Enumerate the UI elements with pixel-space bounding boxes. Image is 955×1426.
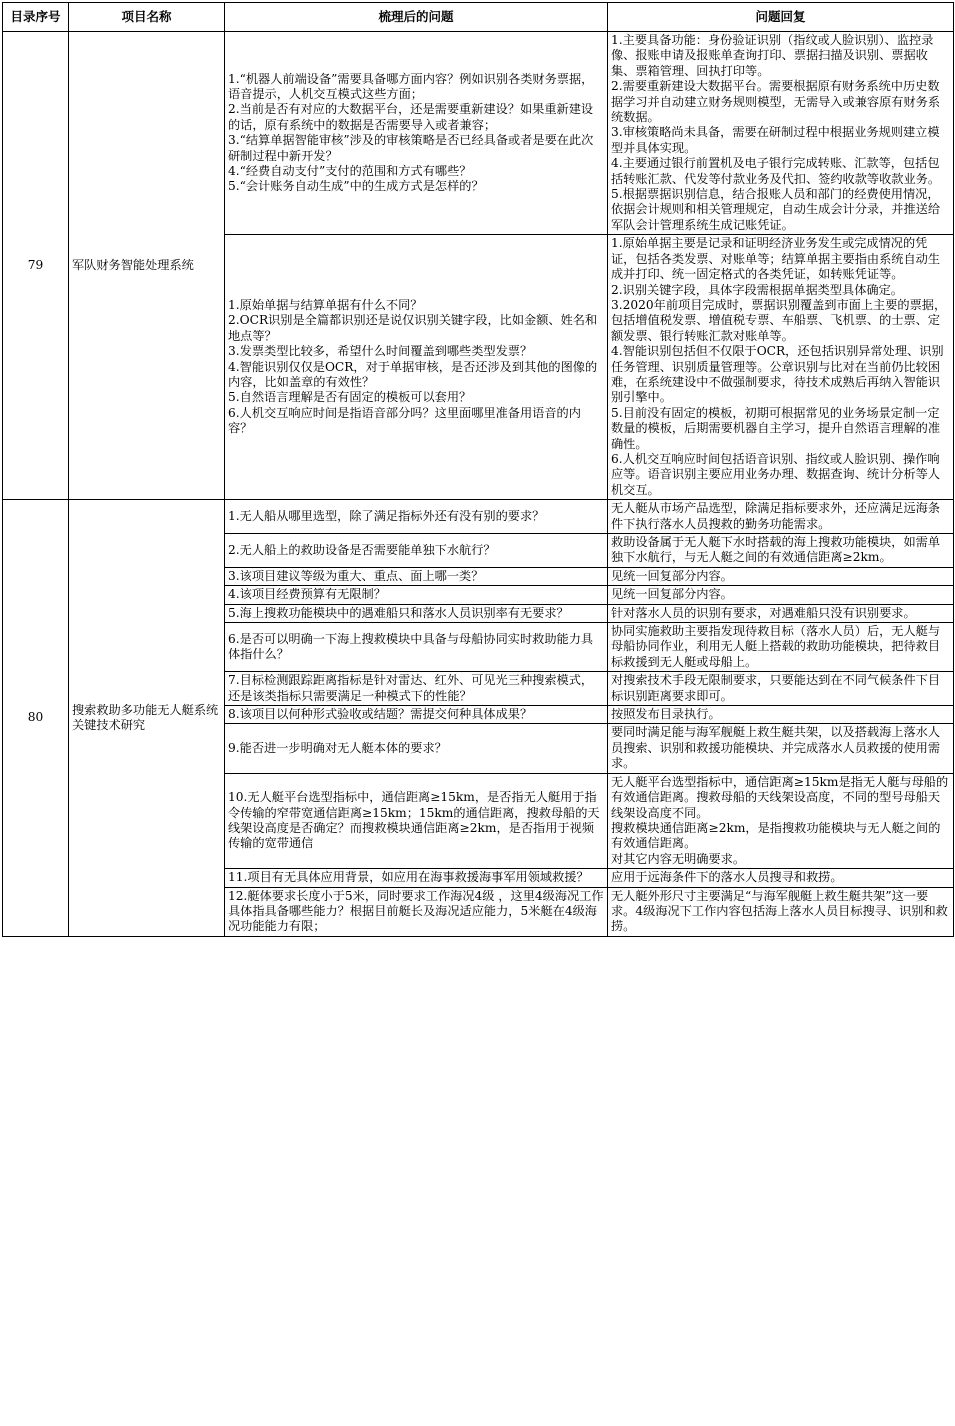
catalog-number: 79	[3, 32, 69, 500]
reply-line: 2.识别关键字段，具体字段需根据单据类型具体确定。	[611, 282, 903, 297]
question-line: 8.该项目以何种形式验收或结题？需提交何种具体成果？	[228, 707, 533, 722]
reply-cell	[608, 706, 954, 724]
reply-cell	[608, 623, 954, 672]
project-name: 军队财务智能处理系统	[69, 32, 225, 500]
reply-line: 针对落水人员的识别有要求，对遇难船只没有识别要求。	[611, 605, 916, 620]
question-cell	[225, 869, 608, 887]
header-project-name: 项目名称	[69, 3, 225, 32]
reply-line: 3.审核策略尚未具备，需要在研制过程中根据业务规则建立模型并具体实现。	[611, 125, 940, 155]
header-reply: 问题回复	[608, 3, 954, 32]
question-cell	[225, 623, 608, 672]
question-line: 1.原始单据与结算单据有什么不同？	[228, 297, 423, 312]
reply-cell	[608, 604, 954, 622]
reply-cell	[608, 869, 954, 887]
reply-line: 搜救模块通信距离≥2km，是指搜救功能模块与无人艇之间的有效通信距离。	[611, 820, 941, 851]
reply-line: 1.主要具备功能：身份验证识别（指纹或人脸识别）、监控录像、报账申请及报账单查询打印、票据扫描及识别、票据收集、票箱管理、回执打印等。	[611, 33, 934, 78]
question-line: 6.人机交互响应时间是指语音部分吗？这里面哪里准备用语音的内容？	[228, 405, 581, 436]
question-cell	[225, 567, 608, 585]
issue-table	[2, 2, 954, 937]
question-line: 5.海上搜救功能模块中的遇难船只和落水人员识别率有无要求？	[228, 605, 569, 620]
reply-line: 1.原始单据主要是记录和证明经济业务发生或完成情况的凭证，包括各类发票、对账单等；结算单据主要指由系统自动生成并打印、统一固定格式的各类凭证，如转账凭证等。	[611, 236, 941, 282]
reply-line: 无人艇从市场产品选型，除满足指标要求外，还应满足远海条件下执行落水人员搜救的勤务功能需求。	[611, 501, 941, 531]
catalog-number: 80	[3, 500, 69, 937]
reply-line: 对搜索技术手段无限制要求，只要能达到在不同气候条件下目标识别距离要求即可。	[611, 673, 941, 703]
question-line: 3.“结算单据智能审核”涉及的审核策略是否已经具备或者是要在此次研制过程中新开发？	[228, 133, 594, 163]
question-line: 12.艇体要求长度小于5米，同时要求工作海况4级 ，这里4级海况工作具体指具备哪些能力？根据目前艇长及海况适应能力，5米艇在4级海况功能能力有限；	[228, 888, 604, 934]
question-line: 7.目标检测跟踪距离指标是针对雷达、红外、可见光三种搜索模式，还是该类指标只需要满足一种模式下的性能？	[228, 673, 594, 703]
reply-cell	[608, 672, 954, 706]
reply-line: 4.智能识别包括但不仅限于OCR，还包括识别异常处理、识别任务管理、识别质量管理等。公章识别与比对在当前仍比较困难，在系统建设中不做强制要求，待技术成熟后再纳入智能识别引擎中。	[611, 344, 944, 405]
question-line: 4.智能识别仅仅是OCR，对于单据审核，是否还涉及到其他的图像的内容，比如盖章的有效性？	[228, 359, 598, 389]
question-cell	[225, 724, 608, 773]
question-line: 3.该项目建议等级为重大、重点、面上哪一类？	[228, 568, 484, 583]
reply-cell	[608, 567, 954, 585]
question-line: 4.“经费自动支付”支付的范围和方式有哪些？	[228, 163, 472, 178]
reply-line: 协同实施救助主要指发现待救目标（落水人员）后，无人艇与母船协同作业，利用无人艇上搭载的救助功能模块，把待救目标救援到无人艇或母船上。	[611, 624, 941, 669]
header-index: 目录序号	[3, 3, 69, 32]
question-line: 5.“会计账务自动生成”中的生成方式是怎样的？	[228, 179, 484, 194]
question-cell	[225, 706, 608, 724]
reply-cell	[608, 773, 954, 868]
table-body	[3, 32, 954, 937]
question-line: 10.无人艇平台选型指标中，通信距离≥15km，是否指无人艇用于指令传输的窄带宽通信距离≥15km；15km的通信距离，搜救母船的天线架设高度是否确定？而搜救模块通信距离≥2km，是否指用于视频传输的宽带通信	[228, 790, 600, 851]
project-name: 搜索救助多功能无人艇系统关键技术研究	[69, 500, 225, 937]
reply-line: 见统一回复部分内容。	[611, 587, 733, 602]
reply-line: 应用于远海条件下的落水人员搜寻和救捞。	[611, 870, 843, 885]
reply-cell	[608, 32, 954, 235]
reply-cell	[608, 724, 954, 773]
question-cell	[225, 32, 608, 235]
table-row	[3, 32, 954, 235]
reply-cell	[608, 235, 954, 500]
reply-line: 5.目前没有固定的模板，初期可根据常见的业务场景定制一定数量的模板，后期需要机器自主学习，提升自然语言理解的准确性。	[611, 405, 941, 451]
reply-line: 3.2020年前项目完成时，票据识别覆盖到市面上主要的票据，包括增值税发票、增值税专票、车船票、飞机票、的士票、定额发票、银行转账汇款对账单等。	[611, 297, 947, 343]
question-line: 3.发票类型比较多，希望什么时间覆盖到哪些类型发票？	[228, 344, 533, 359]
reply-line: 无人艇平台选型指标中，通信距离≥15km是指无人艇与母船的有效通信距离。搜救母船的天线架设高度，不同的型号母船天线架设高度不同。	[611, 774, 949, 820]
question-cell	[225, 604, 608, 622]
question-line: 1.“机器人前端设备”需要具备哪方面内容？例如识别各类财务票据，语音提示，人机交互模式这些方面；	[228, 71, 594, 101]
reply-line: 无人艇外形尺寸主要满足“与海军舰艇上救生艇共架”这一要求。4级海况下工作内容包括海上落水人员目标搜寻、识别和救捞。	[611, 888, 948, 934]
reply-line: 4.主要通过银行前置机及电子银行完成转账、汇款等，包括包括转账汇款、代发等付款业务及代扣、签约收款等收款业务。	[611, 156, 941, 186]
reply-cell	[608, 586, 954, 604]
question-cell	[225, 773, 608, 868]
reply-line: 5.根据票据识别信息，结合报账人员和部门的经费使用情况，依据会计规则和相关管理规定，自动生成会计分录，并推送给军队会计管理系统生成记账凭证。	[611, 187, 941, 232]
question-cell	[225, 586, 608, 604]
question-cell	[225, 672, 608, 706]
reply-line: 6.人机交互响应时间包括语音识别、指纹或人脸识别、操作响应等。语音识别主要应用业务办理、数据查询、统计分析等人机交互。	[611, 451, 941, 497]
question-line: 5.自然语言理解是否有固定的模板可以套用？	[228, 390, 472, 405]
reply-line: 按照发布目录执行。	[611, 707, 721, 722]
table-row	[3, 500, 954, 534]
question-cell	[225, 534, 608, 568]
question-line: 9.能否进一步明确对无人艇本体的要求？	[228, 740, 447, 755]
reply-line: 见统一回复部分内容。	[611, 568, 733, 583]
question-line: 4.该项目经费预算有无限制？	[228, 587, 386, 602]
reply-cell	[608, 500, 954, 534]
question-line: 2.无人船上的救助设备是否需要能单独下水航行？	[228, 542, 496, 557]
question-line: 1.无人船从哪里选型，除了满足指标外还有没有别的要求？	[228, 508, 545, 523]
question-line: 2.当前是否有对应的大数据平台，还是需要重新建设？如果重新建设的话，原有系统中的数据是否需要导入或者兼容；	[228, 102, 594, 132]
reply-line: 对其它内容无明确要求。	[611, 851, 746, 866]
question-line: 6.是否可以明确一下海上搜救模块中具备与母船协同实时救助能力具体指什么？	[228, 631, 594, 662]
reply-cell	[608, 887, 954, 936]
reply-line: 救助设备属于无人艇下水时搭载的海上搜救功能模块，如需单独下水航行，与无人艇之间的有效通信距离≥2km。	[611, 535, 941, 565]
reply-line: 要同时满足能与海军舰艇上救生艇共架，以及搭载海上落水人员搜索、识别和救援功能模块、并完成落水人员救援的使用需求。	[611, 725, 941, 771]
reply-cell	[608, 534, 954, 568]
header-question: 梳理后的问题	[225, 3, 608, 32]
question-cell	[225, 500, 608, 534]
question-line: 11.项目有无具体应用背景，如应用在海事救援海事军用领域救援？	[228, 870, 589, 885]
question-line: 2.OCR识别是全篇都识别还是说仅识别关键字段，比如金额、姓名和地点等？	[228, 313, 598, 343]
reply-line: 2.需要重新建设大数据平台。需要根据原有财务系统中历史数据学习并自动建立财务规则模型，无需导入或兼容原有财务系统数据。	[611, 79, 941, 125]
question-cell	[225, 887, 608, 936]
header-row	[3, 3, 954, 32]
question-cell	[225, 235, 608, 500]
